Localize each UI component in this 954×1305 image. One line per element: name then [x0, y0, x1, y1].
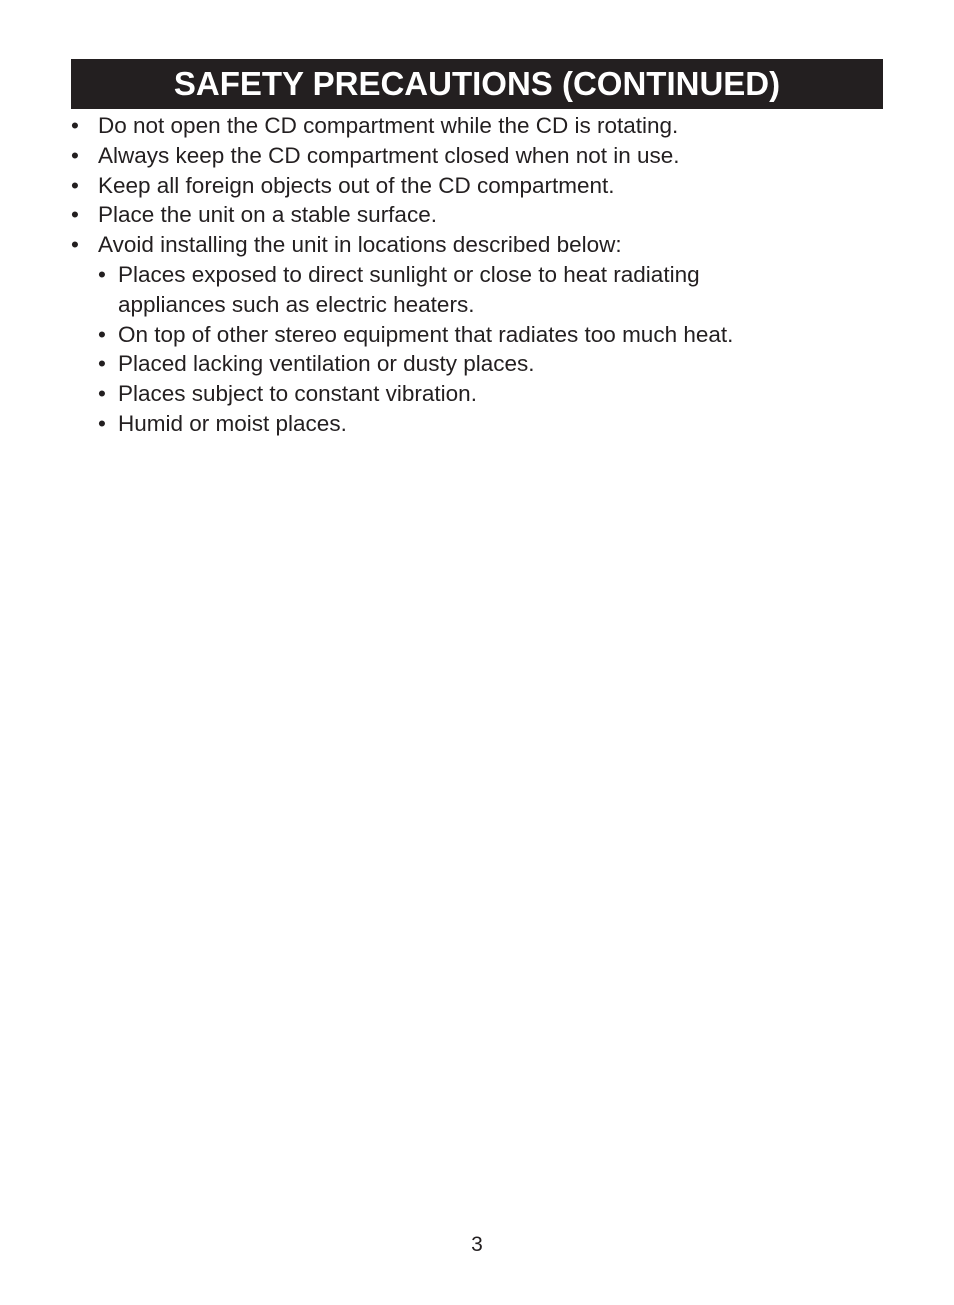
- list-item: [71, 111, 883, 141]
- list-item: [71, 171, 883, 201]
- sub-list-item: [98, 379, 778, 409]
- precautions-content: [71, 111, 883, 439]
- list-item-text: Avoid installing the unit in locations described below:: [98, 232, 622, 258]
- list-item: [71, 200, 883, 230]
- list-item: [71, 230, 883, 439]
- bullet-icon: •: [71, 232, 79, 258]
- bullet-icon: •: [71, 202, 79, 228]
- bullet-icon: •: [98, 351, 106, 377]
- list-item: [71, 141, 883, 171]
- list-item-text: Always keep the CD compartment closed when not in use.: [98, 142, 680, 168]
- precautions-list: [71, 111, 883, 439]
- sub-list-item: [98, 349, 778, 379]
- sub-list-item: [98, 260, 778, 320]
- list-item-text: Do not open the CD compartment while the CD is rotating.: [98, 113, 679, 138]
- bullet-icon: •: [98, 410, 106, 436]
- page-title: SAFETY PRECAUTIONS (CONTINUED): [173, 65, 781, 102]
- sub-list-item-text: Places subject to constant vibration.: [118, 381, 477, 407]
- sub-list-item: [98, 320, 778, 350]
- list-item-text: Place the unit on a stable surface.: [98, 202, 437, 228]
- bullet-icon: •: [98, 381, 106, 407]
- locations-sublist: [98, 260, 883, 439]
- sub-list-item: [98, 409, 778, 439]
- sub-list-item-text: Placed lacking ventilation or dusty places.: [118, 351, 535, 377]
- bullet-icon: •: [71, 142, 79, 168]
- list-item-text: Keep all foreign objects out of the CD compartment.: [98, 172, 615, 198]
- bullet-icon: •: [98, 261, 106, 287]
- bullet-icon: •: [71, 113, 79, 138]
- sub-list-item-text: Humid or moist places.: [118, 410, 347, 436]
- bullet-icon: •: [98, 321, 106, 347]
- sub-list-item-text: On top of other stereo equipment that radiates too much heat.: [118, 321, 734, 347]
- section-title-bar: [71, 59, 883, 109]
- sub-list-item-text: Places exposed to direct sunlight or close to heat radiating appliances such as electric heaters.: [118, 261, 700, 317]
- page-number: 3: [471, 1233, 483, 1256]
- bullet-icon: •: [71, 172, 79, 198]
